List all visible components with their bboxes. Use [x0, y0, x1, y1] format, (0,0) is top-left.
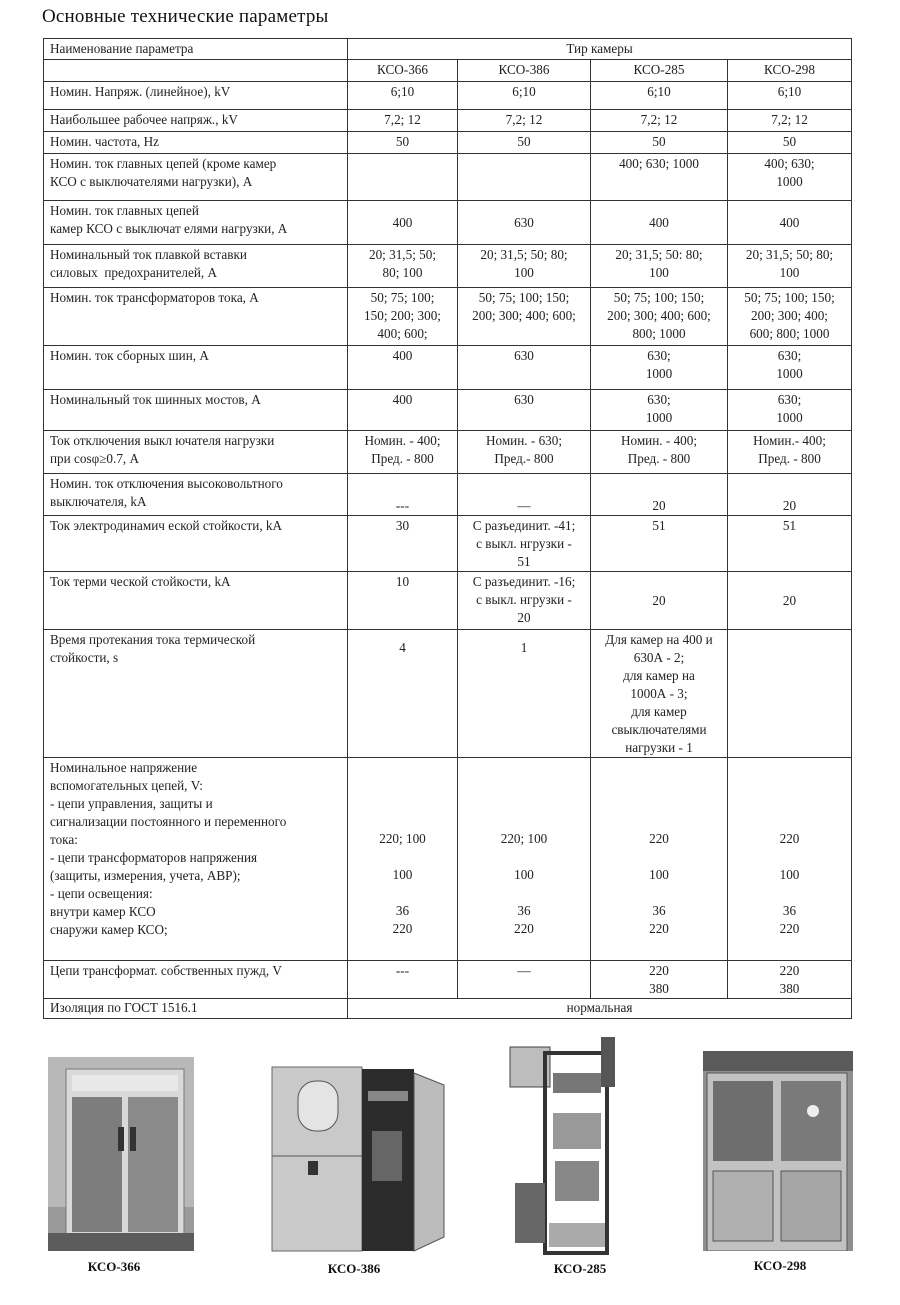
value-line: нагрузки - 1 [625, 740, 693, 755]
param-line: Ток отключения выкл ючателя нагрузки [50, 433, 275, 448]
value-cell [348, 201, 458, 245]
value-line [730, 848, 849, 866]
value-line: 1000 [645, 366, 673, 381]
table-row [44, 201, 852, 245]
table-row [44, 630, 852, 758]
value-cell [591, 154, 728, 201]
value-line: 100 [779, 867, 800, 882]
value-cell [348, 961, 458, 999]
value-line: 380 [779, 981, 800, 996]
param-name-cell [44, 630, 348, 758]
value-line: — [517, 963, 531, 978]
value-line: Номин. - 400; [364, 433, 441, 448]
photo-caption: КСО-298 [753, 1258, 807, 1273]
param-name-cell [44, 572, 348, 630]
value-line: 80; 100 [382, 265, 423, 280]
value-cell [458, 82, 591, 110]
value-line: 51 [517, 554, 531, 569]
param-line: Номин. частота, Hz [50, 134, 160, 149]
value-line: 100 [392, 867, 413, 882]
param-name-cell [44, 132, 348, 154]
value-line: Номин. - 400; [620, 433, 698, 448]
value-line: 600; 800; 1000 [749, 326, 830, 341]
value-line: 630; [777, 348, 802, 363]
value-cell [728, 516, 852, 572]
value-cell [591, 431, 728, 474]
param-line: снаружи камер КСО; [50, 922, 168, 937]
param-line: Номин. ток отключения высоковольтного [50, 476, 283, 491]
value-line: 50; 75; 100; 150; [478, 290, 570, 305]
model-header: КСО-366 [348, 60, 458, 82]
value-cell [348, 82, 458, 110]
value-cell [458, 961, 591, 999]
value-line: 220 [514, 921, 534, 936]
value-line: 7,2; 12 [771, 112, 808, 127]
value-line: 200; 300; 400; 600; [607, 308, 711, 323]
value-cell [458, 110, 591, 132]
value-line: 400; 630; 1000 [619, 156, 699, 171]
table-row [44, 961, 852, 999]
value-cell [728, 431, 852, 474]
value-line: 7,2; 12 [384, 112, 421, 127]
param-line: - цепи управления, защиты и [50, 796, 213, 811]
value-line: 50 [652, 134, 666, 149]
value-line [730, 631, 849, 649]
param-name-cell [44, 390, 348, 431]
value-cell [728, 474, 852, 516]
param-line: камер КСО с выключат елями нагрузки, А [50, 221, 288, 236]
value-cell [728, 961, 852, 999]
value-cell [348, 390, 458, 431]
value-cell [591, 630, 728, 758]
param-line: Номин. Напряж. (линейное), kV [50, 84, 231, 99]
value-line: 220 [649, 831, 669, 846]
value-line: 220 [649, 921, 669, 936]
value-line: 220 [392, 921, 413, 936]
value-line: 800; 1000 [632, 326, 686, 341]
value-line: 400 [392, 392, 413, 407]
value-line: 100 [649, 867, 669, 882]
value-line: Пред.- 800 [494, 451, 554, 466]
value-line: 36 [652, 903, 666, 918]
value-line: --- [395, 498, 410, 513]
table-row [44, 758, 852, 961]
value-line: 630А - 2; [633, 650, 685, 665]
value-line [350, 155, 455, 173]
table-row [44, 132, 852, 154]
table-row [44, 431, 852, 474]
param-line: (защиты, измерения, учета, АВР); [50, 868, 241, 883]
value-line: --- [395, 963, 410, 978]
value-line: 400 [392, 348, 413, 363]
param-line: Номин. ток трансформаторов тока, А [50, 290, 259, 305]
value-line: 1000 [776, 174, 803, 189]
model-header: КСО-285 [591, 60, 728, 82]
param-name-cell [44, 346, 348, 390]
value-line: 100 [514, 867, 534, 882]
value-line: 400; 630; [764, 156, 815, 171]
value-line: 220; 100 [379, 831, 426, 846]
value-line [460, 884, 588, 902]
param-name-cell [44, 288, 348, 346]
value-cell [458, 474, 591, 516]
value-cell [728, 82, 852, 110]
param-line: Цепи трансформат. собственных пужд, V [50, 963, 282, 978]
value-line: 380 [649, 981, 669, 996]
value-cell [728, 390, 852, 431]
value-cell [591, 288, 728, 346]
value-cell [591, 245, 728, 288]
parameters-table [43, 38, 852, 1019]
value-cell [591, 961, 728, 999]
value-cell [591, 516, 728, 572]
param-line: Номинальный ток шинных мостов, А [50, 392, 261, 407]
value-cell [591, 390, 728, 431]
value-cell [458, 431, 591, 474]
model-header: КСО-386 [458, 60, 591, 82]
value-line [460, 155, 588, 173]
value-line: 50; 75; 100; [370, 290, 435, 305]
value-line: 20 [782, 593, 797, 608]
value-line: 50 [517, 134, 531, 149]
value-line: свыключателями [611, 722, 707, 737]
photo-kso-285 [505, 1033, 635, 1256]
value-cell [458, 154, 591, 201]
table-row [44, 999, 852, 1019]
value-line: 50; 75; 100; 150; [613, 290, 705, 305]
param-line: тока: [50, 832, 78, 847]
value-cell [458, 516, 591, 572]
param-line: Ток электродинамич еской стойкости, kA [50, 518, 283, 533]
header-empty [44, 60, 348, 82]
value-cell [458, 132, 591, 154]
value-line [593, 884, 725, 902]
value-cell [348, 474, 458, 516]
photo-kso-386 [268, 1061, 448, 1255]
value-line: 20; 31,5; 50: 80; [615, 247, 703, 262]
photo-caption: КСО-366 [87, 1259, 141, 1274]
value-line: 1 [520, 640, 528, 655]
value-cell [348, 154, 458, 201]
param-name-cell [44, 245, 348, 288]
param-name-cell [44, 758, 348, 961]
value-cell [728, 572, 852, 630]
value-cell [728, 630, 852, 758]
value-cell [591, 132, 728, 154]
value-cell [348, 245, 458, 288]
table-models-row [44, 60, 852, 82]
param-line: Наибольшее рабочее напряж., kV [50, 112, 238, 127]
value-line: 51 [782, 518, 797, 533]
value-line: 400 [649, 215, 669, 230]
value-line: Номин.- 400; [753, 433, 826, 448]
value-line: Пред. - 800 [758, 451, 821, 466]
value-cell [591, 346, 728, 390]
value-cell [591, 82, 728, 110]
value-cell [348, 110, 458, 132]
value-line: для камер на [623, 668, 695, 683]
page-title: Основные технические параметры [42, 6, 329, 27]
value-line [460, 848, 588, 866]
value-line: 7,2; 12 [505, 112, 543, 127]
value-cell [591, 201, 728, 245]
value-cell [728, 110, 852, 132]
header-param: Наименование параметра [44, 39, 348, 60]
value-cell [348, 132, 458, 154]
table-row [44, 288, 852, 346]
value-line: С разъединит. -16; [472, 574, 576, 589]
value-cell [591, 758, 728, 961]
table-row [44, 390, 852, 431]
photo-kso-366 [48, 1057, 194, 1251]
value-cell: нормальная [348, 999, 852, 1019]
value-line: Для камер на 400 и [605, 632, 713, 647]
param-name-cell [44, 82, 348, 110]
value-line: 51 [652, 518, 666, 533]
param-line: выключателя, kA [50, 494, 147, 509]
value-cell [348, 516, 458, 572]
photo-caption: КСО-386 [327, 1261, 381, 1276]
value-line: 630; [647, 392, 671, 407]
table-row [44, 245, 852, 288]
table-row [44, 110, 852, 132]
value-line: 20 [517, 610, 531, 625]
param-name-cell [44, 961, 348, 999]
table-row [44, 82, 852, 110]
param-name-cell [44, 516, 348, 572]
value-cell [591, 572, 728, 630]
value-cell [728, 132, 852, 154]
value-line: 50; 75; 100; 150; [744, 290, 835, 305]
value-cell [728, 758, 852, 961]
value-line [593, 848, 725, 866]
model-header: КСО-298 [728, 60, 852, 82]
value-cell [458, 288, 591, 346]
param-line: Номинальное напряжение [50, 760, 198, 775]
value-cell [348, 572, 458, 630]
value-cell [728, 154, 852, 201]
value-line: 220 [779, 921, 800, 936]
photo-caption: КСО-285 [553, 1261, 607, 1276]
value-line: для камер [631, 704, 687, 719]
value-line [350, 884, 455, 902]
value-line: 400; 600; [377, 326, 428, 341]
table-header-row [44, 39, 852, 60]
value-line: С разъединит. -41; [472, 518, 576, 533]
value-cell [458, 346, 591, 390]
value-cell [728, 201, 852, 245]
value-line: 1000 [645, 410, 673, 425]
value-line: 630 [514, 392, 534, 407]
param-line: Номин. ток главных цепей [50, 203, 199, 218]
param-name-cell: Изоляция по ГОСТ 1516.1 [44, 999, 348, 1019]
param-name-cell [44, 154, 348, 201]
value-line: 20; 31,5; 50; 80; [480, 247, 568, 262]
param-name-cell [44, 201, 348, 245]
value-line: 1000 [776, 366, 803, 381]
param-line: внутри камер КСО [50, 904, 156, 919]
param-line: - цепи освещения: [50, 886, 153, 901]
value-cell [458, 201, 591, 245]
value-cell [591, 110, 728, 132]
table-row [44, 346, 852, 390]
value-line: 220 [779, 963, 800, 978]
value-line: 400 [392, 215, 413, 230]
value-line: 200; 300; 400; 600; [472, 308, 576, 323]
param-line: - цепи трансформаторов напряжения [50, 850, 258, 865]
param-name-cell [44, 474, 348, 516]
value-line: с выкл. нгрузки - [476, 536, 572, 551]
value-line: 630 [514, 348, 534, 363]
table-row [44, 516, 852, 572]
value-cell [348, 431, 458, 474]
value-line: 220; 100 [500, 831, 548, 846]
value-line: 7,2; 12 [640, 112, 678, 127]
param-line: при cosφ≥0.7, А [50, 451, 140, 466]
value-cell [458, 390, 591, 431]
value-line: 200; 300; 400; [751, 308, 828, 323]
value-line: 50 [395, 134, 410, 149]
value-line: 20 [652, 593, 666, 608]
value-cell [458, 758, 591, 961]
value-line: 1000 [776, 410, 803, 425]
value-line: 100 [514, 265, 534, 280]
value-line: Пред. - 800 [371, 451, 434, 466]
value-line: 36 [782, 903, 797, 918]
value-line: 50 [782, 134, 797, 149]
value-line [730, 884, 849, 902]
value-cell [458, 630, 591, 758]
value-line: 100 [649, 265, 669, 280]
value-line: — [517, 498, 531, 513]
value-line: 20 [782, 498, 797, 513]
value-line: Номин. - 630; [485, 433, 563, 448]
param-line: Номинальный ток плавкой вставки [50, 247, 247, 262]
param-line: силовых предохранителей, А [50, 265, 218, 280]
value-line: 220 [649, 963, 669, 978]
value-line: 220 [779, 831, 800, 846]
param-line: КСО с выключателями нагрузки), А [50, 174, 253, 189]
value-line [350, 848, 455, 866]
value-line: 30 [395, 518, 410, 533]
param-line: сигнализации постоянного и переменного [50, 814, 287, 829]
value-line: с выкл. нгрузки - [476, 592, 572, 607]
value-line: 6;10 [647, 84, 671, 99]
param-name-cell [44, 431, 348, 474]
param-line: Номин. ток главных цепей (кроме камер [50, 156, 277, 171]
value-cell [458, 572, 591, 630]
value-cell [728, 245, 852, 288]
value-line: 20 [652, 498, 666, 513]
table-row [44, 572, 852, 630]
header-type: Тир камеры [348, 39, 852, 60]
param-name-cell [44, 110, 348, 132]
value-line: 6;10 [390, 84, 415, 99]
value-line: 20; 31,5; 50; [368, 247, 437, 262]
param-line: стойкости, s [50, 650, 119, 665]
table-row [44, 154, 852, 201]
value-line: 6;10 [512, 84, 536, 99]
value-cell [728, 346, 852, 390]
value-line: 36 [395, 903, 410, 918]
value-line: 36 [517, 903, 531, 918]
value-cell [348, 758, 458, 961]
value-line: 150; 200; 300; [364, 308, 441, 323]
value-line: 10 [395, 574, 410, 589]
table-row [44, 474, 852, 516]
value-line: 1000А - 3; [630, 686, 688, 701]
param-line: Время протекания тока термической [50, 632, 256, 647]
value-line: 4 [399, 640, 406, 655]
photo-kso-298 [703, 1051, 853, 1251]
param-line: Ток терми ческой стойкости, kA [50, 574, 231, 589]
value-cell [728, 288, 852, 346]
value-cell [348, 288, 458, 346]
value-line: 6;10 [777, 84, 802, 99]
value-line: 630 [514, 215, 534, 230]
value-line: 20; 31,5; 50; 80; [745, 247, 834, 262]
param-line: Номин. ток сборных шин, А [50, 348, 209, 363]
value-cell [348, 346, 458, 390]
value-line: Пред. - 800 [627, 451, 691, 466]
value-line: 100 [779, 265, 800, 280]
value-line: 400 [779, 215, 800, 230]
value-cell [458, 245, 591, 288]
value-cell [591, 474, 728, 516]
value-cell [348, 630, 458, 758]
param-line: вспомогательных цепей, V: [50, 778, 203, 793]
value-line: 630; [647, 348, 671, 363]
value-line: 630; [777, 392, 802, 407]
